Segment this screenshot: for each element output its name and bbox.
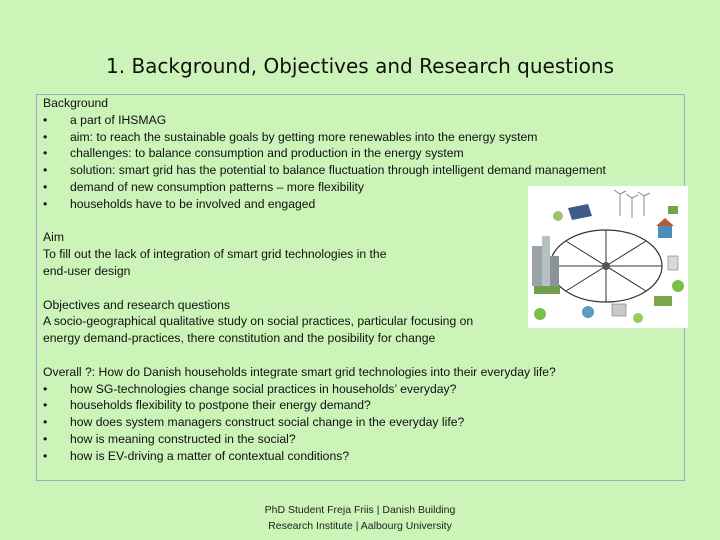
background-bullet: • challenges: to balance consumption and production in the energy system [43,146,464,161]
aim-text: To fill out the lack of integration of smart grid technologies in the [43,247,387,262]
background-heading: Background [43,96,109,110]
overall-question: Overall ?: How do Danish households integrate smart grid technologies into their everyday life? [43,364,556,379]
aim-heading: Aim [43,230,64,245]
slide-title: 1. Background, Objectives and Research questions [106,54,614,78]
question-bullet: • how SG-technologies change social practices in households’ everyday? [43,381,457,396]
background-bullet: • demand of new consumption patterns – more flexibility [43,179,365,194]
objectives-text: A socio-geographical qualitative study on social practices, particular focusing on [43,314,474,329]
footer-line: PhD Student Freja Friis | Danish Building [264,504,456,516]
background-bullet: • aim: to reach the sustainable goals by getting more renewables into the energy system [43,129,538,144]
question-bullet: • how does system managers construct social change in the everyday life? [43,415,465,430]
footer-line: Research Institute | Aalbourg University [268,520,452,532]
smart-grid-illustration [528,186,688,328]
question-bullet: • how is EV-driving a matter of contextual conditions? [43,448,350,463]
background-bullet: • a part of IHSMAG [43,112,167,127]
objectives-text: energy demand-practices, there constitution and the posibility for change [43,331,436,346]
question-bullet: • households flexibility to postpone their energy demand? [43,398,371,413]
background-bullet: • solution: smart grid has the potential to balance fluctuation through intelligent demand management [43,163,606,178]
aim-text: end-user design [43,263,131,278]
background-bullet: • households have to be involved and engaged [43,196,316,211]
footer [200,502,520,534]
objectives-heading: Objectives and research questions [43,297,230,312]
question-bullet: • how is meaning constructed in the social? [43,431,296,446]
